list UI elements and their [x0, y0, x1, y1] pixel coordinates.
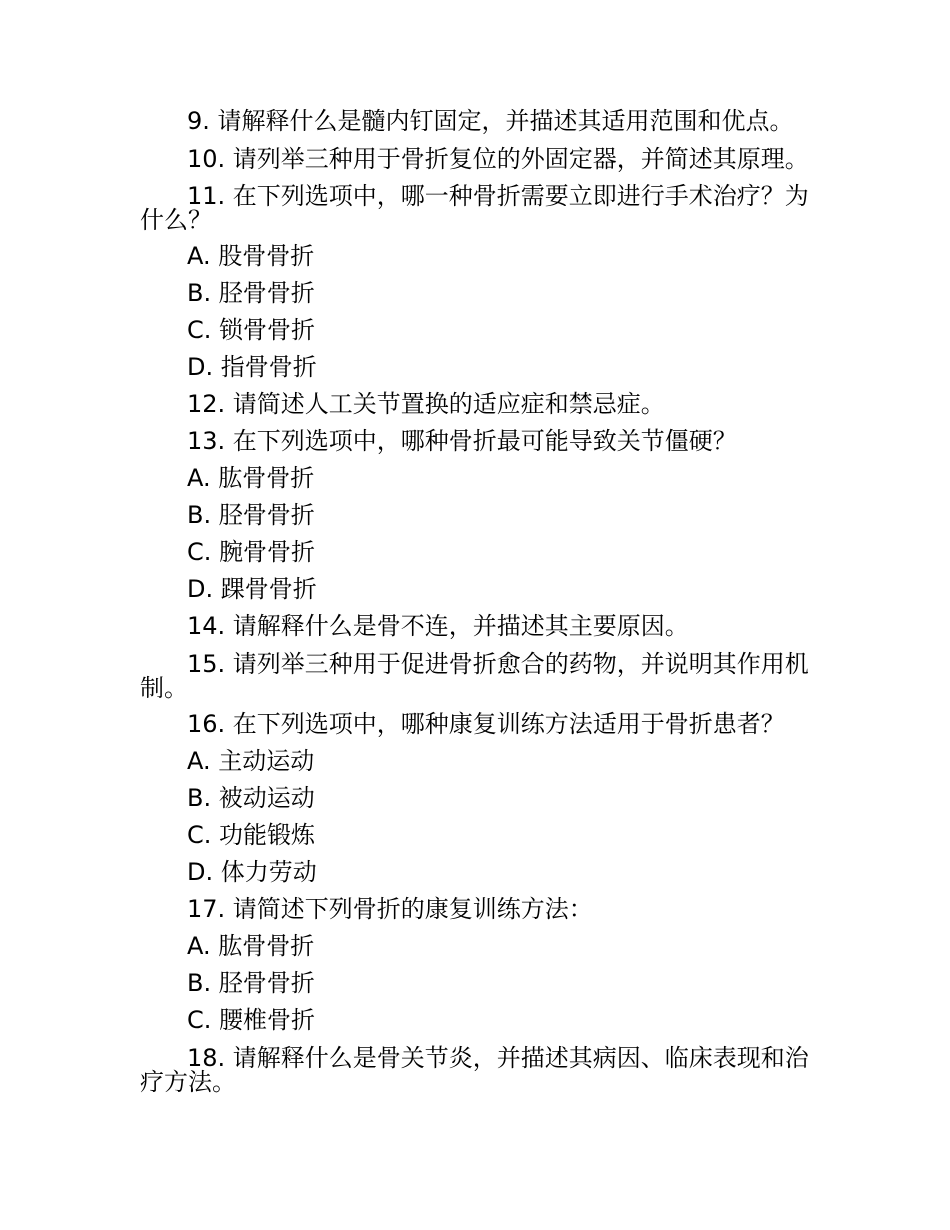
question-10: 10. 请列举三种用于骨折复位的外固定器，并简述其原理。: [187, 145, 809, 173]
q16-option-b: B. 被动运动: [187, 784, 315, 812]
question-13: 13. 在下列选项中，哪种骨折最可能导致关节僵硬？: [187, 427, 737, 455]
question-15: 15. 请列举三种用于促进骨折愈合的药物，并说明其作用机制。: [140, 650, 809, 702]
question-14: 14. 请解释什么是骨不连，并描述其主要原因。: [187, 612, 689, 640]
question-17: 17. 请简述下列骨折的康复训练方法：: [187, 895, 593, 923]
question-16: 16. 在下列选项中，哪种康复训练方法适用于骨折患者？: [187, 710, 785, 738]
question-18: 18. 请解释什么是骨关节炎，并描述其病因、临床表现和治疗方法。: [140, 1044, 809, 1096]
document-body: [140, 103, 810, 1100]
q11-option-d: D. 指骨骨折: [187, 353, 317, 381]
q13-option-c: C. 腕骨骨折: [187, 538, 316, 566]
q16-option-d: D. 体力劳动: [187, 858, 317, 886]
question-9: 9. 请解释什么是髓内钉固定，并描述其适用范围和优点。: [187, 107, 794, 135]
q11-option-b: B. 胫骨骨折: [187, 279, 315, 307]
q16-option-c: C. 功能锻炼: [187, 821, 316, 849]
q11-option-a: A. 股骨骨折: [187, 242, 315, 270]
q11-option-c: C. 锁骨骨折: [187, 316, 316, 344]
q13-option-a: A. 肱骨骨折: [187, 464, 315, 492]
q17-item-b: B. 胫骨骨折: [187, 969, 315, 997]
question-12: 12. 请简述人工关节置换的适应症和禁忌症。: [187, 390, 665, 418]
q17-item-c: C. 腰椎骨折: [187, 1006, 316, 1034]
q13-option-d: D. 踝骨骨折: [187, 575, 317, 603]
q17-item-a: A. 肱骨骨折: [187, 932, 315, 960]
q16-option-a: A. 主动运动: [187, 747, 315, 775]
q13-option-b: B. 胫骨骨折: [187, 501, 315, 529]
question-11: 11. 在下列选项中，哪一种骨折需要立即进行手术治疗？为什么？: [140, 182, 809, 234]
